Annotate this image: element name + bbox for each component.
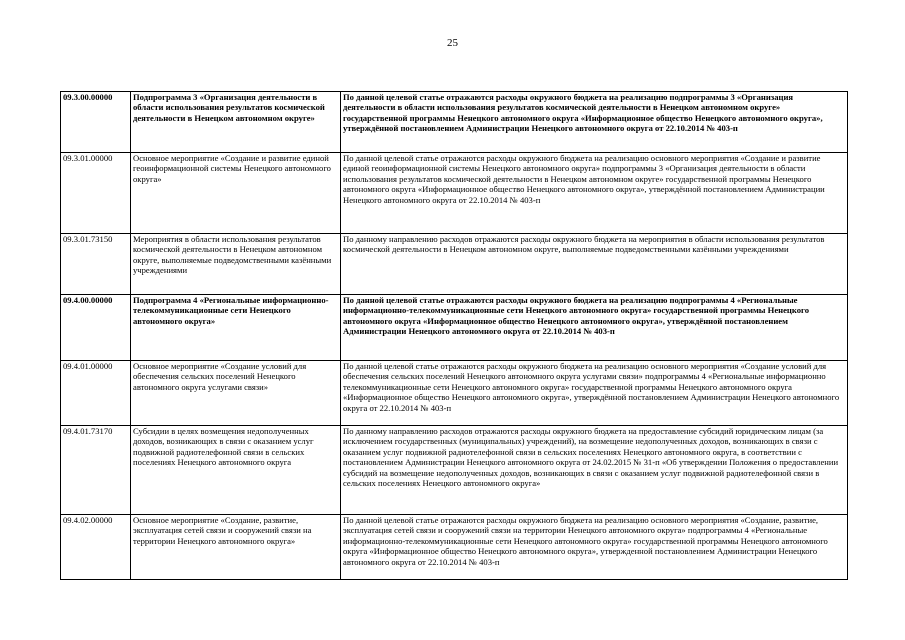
table-row: [61, 234, 848, 295]
table-row: [61, 515, 848, 580]
target-description-cell: По данной целевой статье отражаются расходы окружного бюджета на реализацию подпрограммы 4 «Региональные информационно-телекоммуникационные сети Ненецкого автономного округа» государственной программы Ненецкого автономного округа «Информационное общество Ненецкого автономного округа», утверждённой постановлением Администрации Ненецкого автономного округа от 22.10.2014 № 403-п: [341, 295, 848, 361]
page-number: 25: [447, 37, 458, 49]
target-name-cell: Подпрограмма 4 «Региональные информационно-телекоммуникационные сети Ненецкого автономного округа»: [131, 295, 341, 361]
target-description-cell: По данной целевой статье отражаются расходы окружного бюджета на реализацию основного мероприятия «Создание условий для обеспечения сельских поселений Ненецкого автономного округа услугами связи» подпрограммы 4 «Региональные информационно телекоммуникационные сети Ненецкого автономного округа» государственной программы Ненецкого автономного округа «Информационное общество Ненецкого автономного округа», утверждённой постановлением Администрации Ненецкого автономного округа от 22.10.2014 № 403-п: [341, 361, 848, 426]
table-row: [61, 361, 848, 426]
table-row: [61, 153, 848, 234]
target-description-cell: По данному направлению расходов отражаются расходы окружного бюджета на предоставление субсидий юридическим лицам (за исключением государственных (муниципальных) учреждений), на возмещение недополученных доходов, возникающих в связи с оказанием услуг подвижной радиотелефонной связи в сельских поселениях Ненецкого автономного округа, в соответствии с постановлением Администрации Ненецкого автономного округа от 24.02.2015 № 31-п «Об утверждении Положения о предоставлении субсидий на возмещение недополученных доходов, возникающих в связи с оказанием услуг подвижной радиотелефонной связи в сельских поселениях Ненецкого автономного округа»: [341, 426, 848, 515]
table-row: [61, 426, 848, 515]
target-name-cell: Основное мероприятие «Создание и развитие единой геоинформационной системы Ненецкого автономного округа»: [131, 153, 341, 234]
target-name-cell: Подпрограмма 3 «Организация деятельности в области использования результатов космической деятельности в Ненецком автономном округе»: [131, 92, 341, 153]
target-name-cell: Субсидии в целях возмещения недополученных доходов, возникающих в связи с оказанием услуг подвижной радиотелефонной связи в сельских поселениях Ненецкого автономного округа: [131, 426, 341, 515]
target-code-cell: 09.3.01.00000: [61, 153, 131, 234]
target-description-cell: По данной целевой статье отражаются расходы окружного бюджета на реализацию основного мероприятия «Создание, развитие, эксплуатация сетей связи и сооружений связи на территории Ненецкого автономного округа» подпрограммы 4 «Региональные информационно-телекоммуникационные сети Ненецкого автономного округа» государственной программы Ненецкого автономного округа «Информационное общество Ненецкого автономного округа», утвержденной постановлением Администрации Ненецкого автономного округа от 22.10.2014 № 403-п: [341, 515, 848, 580]
table-row: [61, 92, 848, 153]
target-description-cell: По данной целевой статье отражаются расходы окружного бюджета на реализацию основного мероприятия «Создание и развитие единой геоинформационной системы Ненецкого автономного округа» подпрограммы 3 «Организация деятельности в области использования результатов космической деятельности в Ненецком автономном округе» государственной программы Ненецкого автономного округа «Информационное общество Ненецкого автономного округа», утверждённой постановлением Администрации Ненецкого автономного округа от 22.10.2014 № 403-п: [341, 153, 848, 234]
target-code-cell: 09.3.00.00000: [61, 92, 131, 153]
target-name-cell: Мероприятия в области использования результатов космической деятельности в Ненецком автономном округе, выполняемые подведомственными казёнными учреждениями: [131, 234, 341, 295]
target-code-cell: 09.4.00.00000: [61, 295, 131, 361]
target-description-cell: По данной целевой статье отражаются расходы окружного бюджета на реализацию подпрограммы 3 «Организация деятельности в области использования результатов космической деятельности в Ненецком автономном округе» государственной программы Ненецкого автономного округа «Информационное общество Ненецкого автономного округа», утверждённой постановлением Администрации Ненецкого автономного округа от 22.10.2014 № 403-п: [341, 92, 848, 153]
target-description-cell: По данному направлению расходов отражаются расходы окружного бюджета на мероприятия в области использования результатов космической деятельности в Ненецком автономном округе, выполняемые подведомственными казёнными учреждениями: [341, 234, 848, 295]
target-code-cell: 09.4.01.73170: [61, 426, 131, 515]
target-name-cell: Основное мероприятие «Создание условий для обеспечения сельских поселений Ненецкого автономного округа услугами связи»: [131, 361, 341, 426]
target-code-cell: 09.4.02.00000: [61, 515, 131, 580]
target-code-cell: 09.3.01.73150: [61, 234, 131, 295]
table-row: [61, 295, 848, 361]
target-name-cell: Основное мероприятие «Создание, развитие, эксплуатация сетей связи и сооружений связи на территории Ненецкого автономного округа»: [131, 515, 341, 580]
target-code-cell: 09.4.01.00000: [61, 361, 131, 426]
budget-classification-table: [60, 91, 848, 580]
